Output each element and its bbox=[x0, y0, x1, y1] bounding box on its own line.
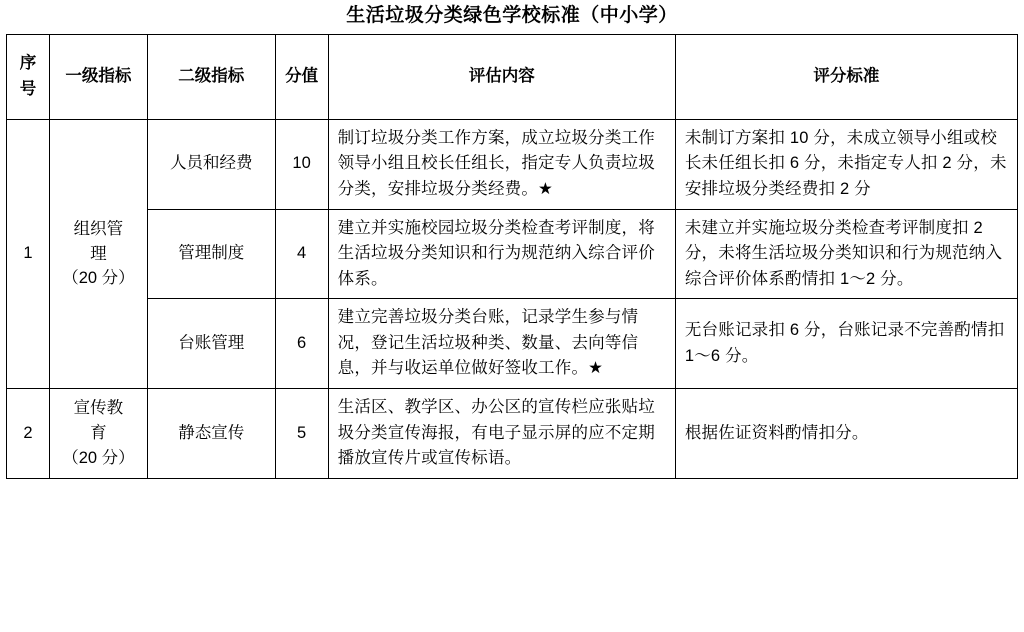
level1-line-2: 理 bbox=[90, 244, 107, 263]
row-level2: 台账管理 bbox=[147, 299, 275, 389]
column-header-score: 分值 bbox=[275, 34, 328, 119]
row-score: 5 bbox=[275, 388, 328, 478]
row-seq: 2 bbox=[7, 388, 50, 478]
row-level1 bbox=[49, 119, 147, 388]
column-header-criteria: 评分标准 bbox=[675, 34, 1017, 119]
row-level2: 人员和经费 bbox=[147, 119, 275, 209]
standards-table bbox=[6, 34, 1018, 479]
level1-line-3: （20 分） bbox=[62, 448, 135, 467]
row-criteria: 无台账记录扣 6 分，台账记录不完善酌情扣 1～6 分。 bbox=[675, 299, 1017, 389]
row-content: 建立并实施校园垃圾分类检查考评制度，将生活垃圾分类知识和行为规范纳入综合评价体系。 bbox=[328, 209, 675, 299]
table-row bbox=[7, 119, 1018, 209]
table-header-row bbox=[7, 34, 1018, 119]
table-row bbox=[7, 299, 1018, 389]
column-header-level2: 二级指标 bbox=[147, 34, 275, 119]
column-header-content: 评估内容 bbox=[328, 34, 675, 119]
level1-line-2: 育 bbox=[90, 423, 107, 442]
table-row bbox=[7, 209, 1018, 299]
column-header-level1: 一级指标 bbox=[49, 34, 147, 119]
page-title: 生活垃圾分类绿色学校标准（中小学） bbox=[346, 5, 678, 26]
row-level2: 管理制度 bbox=[147, 209, 275, 299]
row-score: 10 bbox=[275, 119, 328, 209]
row-content: 生活区、教学区、办公区的宣传栏应张贴垃圾分类宣传海报，有电子显示屏的应不定期播放宣传片或宣传标语。 bbox=[328, 388, 675, 478]
table-row bbox=[7, 388, 1018, 478]
row-criteria: 未建立并实施垃圾分类检查考评制度扣 2 分，未将生活垃圾分类知识和行为规范纳入综合评价体系酌情扣 1～2 分。 bbox=[675, 209, 1017, 299]
column-header-seq: 序号 bbox=[7, 34, 50, 119]
row-score: 6 bbox=[275, 299, 328, 389]
row-score: 4 bbox=[275, 209, 328, 299]
row-content: 制订垃圾分类工作方案，成立垃圾分类工作领导小组且校长任组长，指定专人负责垃圾分类，安排垃圾分类经费。★ bbox=[328, 119, 675, 209]
level1-line-1: 宣传教 bbox=[73, 399, 124, 418]
row-level1 bbox=[49, 388, 147, 478]
row-criteria: 根据佐证资料酌情扣分。 bbox=[675, 388, 1017, 478]
level1-line-1: 组织管 bbox=[73, 219, 124, 238]
row-level2: 静态宣传 bbox=[147, 388, 275, 478]
row-criteria: 未制订方案扣 10 分，未成立领导小组或校长未任组长扣 6 分，未指定专人扣 2 分，未安排垃圾分类经费扣 2 分 bbox=[675, 119, 1017, 209]
level1-line-3: （20 分） bbox=[62, 269, 135, 288]
row-content: 建立完善垃圾分类台账，记录学生参与情况，登记生活垃圾种类、数量、去向等信息，并与收运单位做好签收工作。★ bbox=[328, 299, 675, 389]
row-seq: 1 bbox=[7, 119, 50, 388]
